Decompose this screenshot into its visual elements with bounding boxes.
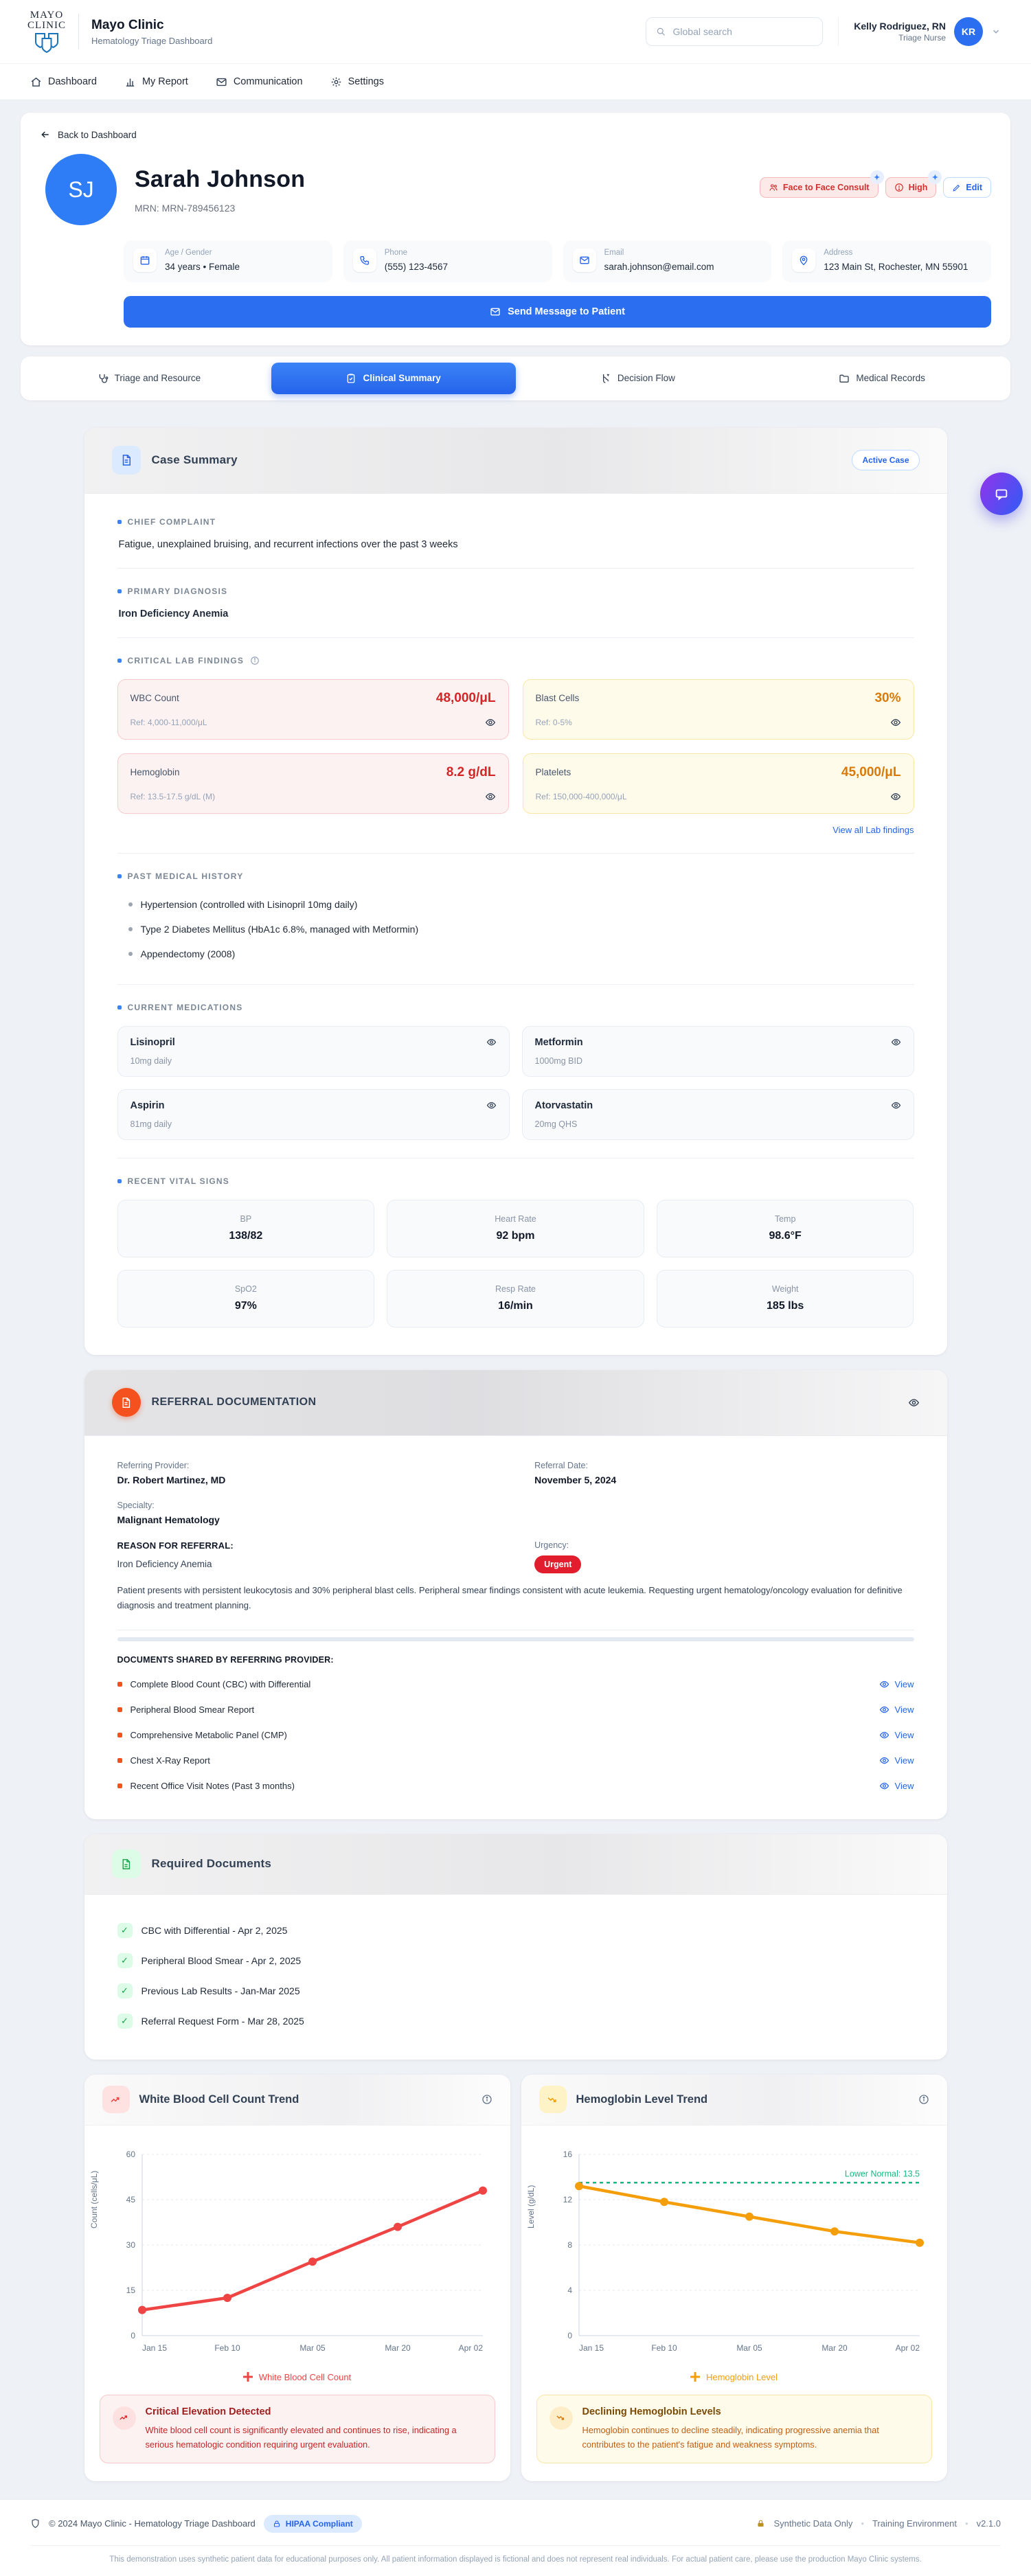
app-title: Mayo Clinic — [91, 17, 164, 32]
chat-fab-button[interactable] — [980, 472, 1023, 515]
svg-text:Jan 15: Jan 15 — [141, 2343, 167, 2353]
nav-item-settings[interactable] — [330, 76, 384, 88]
user-role: Triage Nurse — [898, 33, 946, 43]
pmh-item: Appendectomy (2008) — [117, 942, 914, 966]
referral-document-icon — [112, 1388, 141, 1417]
arrow-left-icon — [40, 129, 51, 140]
pencil-icon — [952, 183, 961, 192]
shared-doc-row: Complete Blood Count (CBC) with Differential View — [117, 1672, 914, 1697]
patient-mrn: MRN: MRN-789456123 — [135, 202, 236, 214]
trend-down-icon — [539, 2086, 567, 2113]
chart-title: White Blood Cell Count Trend — [139, 2093, 299, 2106]
check-icon: ✓ — [117, 1983, 133, 1998]
nav-label: My Report — [141, 76, 188, 87]
info-icon[interactable] — [481, 2094, 492, 2105]
referral-title: REFERRAL DOCUMENTATION — [151, 1396, 317, 1409]
logo-text-line1: MAYO — [30, 10, 64, 21]
svg-text:12: 12 — [563, 2194, 572, 2204]
required-doc-row: ✓ CBC with Differential - Apr 2, 2025 — [117, 1915, 914, 1946]
logo-text-line2: CLINIC — [27, 20, 66, 31]
eye-icon[interactable] — [890, 717, 901, 728]
svg-text:15: 15 — [126, 2285, 135, 2295]
trend-down-icon — [550, 2406, 573, 2430]
nav-label: Communication — [233, 76, 303, 87]
tab-medical-records[interactable]: Medical Records — [760, 363, 1004, 394]
info-icon[interactable] — [918, 2094, 929, 2105]
app-footer: © 2024 Mayo Clinic - Hematology Triage Dashboard HIPAA Compliant Synthetic Data Only • Training Environment • v2.1.0 This demonstration uses synthetic patient data for educational purposes only. All patient information displayed is fictional and does not represent real individuals. For actual patient care, please use the production Mayo Clinic systems. — [0, 2499, 1031, 2576]
patient-tabbar — [21, 356, 1010, 400]
ai-sparkle-icon: ✦ — [928, 170, 942, 184]
contact-card-email: Email sarah.johnson@email.com — [563, 240, 772, 282]
lab-card-blast-cells: Blast Cells 30% Ref: 0-5% — [523, 679, 914, 740]
ai-sparkle-icon: ✦ — [870, 170, 884, 184]
svg-text:0: 0 — [567, 2330, 572, 2340]
tab-clinical-summary[interactable]: Clinical Summary — [271, 363, 516, 394]
vitals-label: RECENT VITAL SIGNS — [117, 1176, 914, 1186]
wbc-alert: Critical Elevation Detected White blood cell count is significantly elevated and continues to rise, indicating a serious hematologic condition requiring urgent evaluation. — [100, 2395, 495, 2463]
primary-diagnosis-text: Iron Deficiency Anemia — [118, 608, 229, 619]
environment-label: Training Environment — [872, 2518, 958, 2529]
svg-text:8: 8 — [567, 2239, 572, 2250]
shield-icon — [30, 2518, 41, 2529]
vital-card-spo2: SpO2 97% — [117, 1270, 375, 1327]
flow-branch-icon — [600, 373, 611, 384]
calendar-icon — [133, 249, 157, 272]
svg-text:Mar 20: Mar 20 — [384, 2343, 411, 2353]
svg-text:60: 60 — [126, 2149, 135, 2159]
check-icon: ✓ — [117, 1923, 133, 1938]
active-case-badge: Active Case — [852, 450, 919, 470]
referring-provider: Referring Provider: Dr. Robert Martinez, MD — [117, 1460, 226, 1485]
vital-card-weight: Weight 185 lbs — [657, 1270, 914, 1327]
contact-card-address: Address 123 Main St, Rochester, MN 55901 — [782, 240, 991, 282]
chief-complaint-label: CHIEF COMPLAINT — [117, 517, 914, 527]
hemoglobin-chart-plot — [521, 2125, 947, 2365]
chief-complaint-text: Fatigue, unexplained bruising, and recurrent infections over the past 3 weeks — [118, 538, 458, 550]
required-doc-row: ✓ Previous Lab Results - Jan-Mar 2025 — [117, 1976, 914, 2006]
search-input[interactable] — [673, 26, 813, 37]
y-axis-label: Count (cells/μL) — [89, 2170, 99, 2229]
referral-specialty: Specialty: Malignant Hematology — [117, 1500, 220, 1525]
pmh-item: Hypertension (controlled with Lisinopril 10mg daily) — [117, 892, 914, 917]
medications-label: CURRENT MEDICATIONS — [117, 1003, 914, 1012]
lab-card-platelets: Platelets 45,000/μL Ref: 150,000-400,000/μL — [523, 753, 914, 814]
user-menu[interactable] — [838, 17, 1001, 46]
lock-icon — [273, 2520, 281, 2528]
clipboard-icon — [345, 373, 356, 384]
global-search[interactable] — [646, 17, 823, 46]
nav-label: Settings — [348, 76, 384, 87]
contact-card-phone: Phone (555) 123-4567 — [343, 240, 552, 282]
primary-diagnosis-label: PRIMARY DIAGNOSIS — [117, 586, 914, 596]
brand-divider — [78, 14, 79, 49]
lab-card-hemoglobin: Hemoglobin 8.2 g/dL Ref: 13.5-17.5 g/dL (M) — [117, 753, 509, 814]
medication-card-atorvastatin: Atorvastatin 20mg QHS — [522, 1089, 914, 1140]
svg-text:45: 45 — [126, 2194, 135, 2204]
view-document-link[interactable]: View — [879, 1705, 914, 1715]
patient-avatar: SJ — [45, 154, 117, 225]
svg-text:Apr 02: Apr 02 — [458, 2343, 483, 2353]
mail-icon — [216, 76, 227, 88]
eye-icon[interactable] — [890, 791, 901, 802]
eye-icon[interactable] — [891, 1100, 901, 1110]
wbc-chart-plot — [84, 2125, 510, 2365]
hipaa-badge: HIPAA Compliant — [264, 2515, 362, 2533]
svg-text:Jan 15: Jan 15 — [578, 2343, 604, 2353]
svg-text:Apr 02: Apr 02 — [895, 2343, 920, 2353]
referral-reason-text: Patient presents with persistent leukocytosis and 30% peripheral blast cells. Peripheral smear findings consistent with acute leukemia. Requesting urgent hematology/oncology evaluation for definitive diagnosis and treatment planning. — [117, 1584, 903, 1610]
medication-card-aspirin: Aspirin 81mg daily — [117, 1089, 510, 1140]
svg-text:Mar 05: Mar 05 — [299, 2343, 326, 2353]
alert-circle-icon — [894, 183, 904, 192]
people-icon — [769, 183, 778, 192]
trend-up-icon — [113, 2406, 136, 2430]
document-icon — [112, 446, 141, 475]
chart-title: Hemoglobin Level Trend — [576, 2093, 708, 2106]
document-check-icon — [112, 1849, 141, 1878]
svg-text:4: 4 — [567, 2285, 572, 2295]
eye-icon[interactable] — [486, 1037, 497, 1047]
phone-icon — [353, 249, 376, 272]
eye-icon[interactable] — [485, 791, 496, 802]
priority-badge[interactable]: High ✦ — [885, 177, 937, 198]
location-pin-icon — [792, 249, 815, 272]
stethoscope-icon — [98, 373, 109, 384]
svg-text:Mar 05: Mar 05 — [736, 2343, 762, 2353]
copyright-text: © 2024 Mayo Clinic - Hematology Triage Dashboard — [49, 2518, 256, 2529]
referral-date: Referral Date: November 5, 2024 — [534, 1460, 617, 1485]
nav-item-my-report[interactable] — [124, 76, 188, 88]
shared-doc-row: Recent Office Visit Notes (Past 3 months) View — [117, 1773, 914, 1799]
required-doc-row: ✓ Peripheral Blood Smear - Apr 2, 2025 — [117, 1946, 914, 1976]
svg-text:16: 16 — [563, 2149, 572, 2159]
shared-doc-row: Peripheral Blood Smear Report View — [117, 1697, 914, 1722]
avatar[interactable]: KR — [954, 17, 983, 46]
wbc-trend-chart-card — [84, 2075, 510, 2481]
medication-card-lisinopril: Lisinopril 10mg daily — [117, 1026, 510, 1077]
pmh-label: PAST MEDICAL HISTORY — [117, 871, 914, 881]
svg-text:Feb 10: Feb 10 — [214, 2343, 240, 2353]
brand — [27, 10, 212, 53]
chart-legend[interactable]: White Blood Cell Count — [84, 2372, 510, 2382]
critical-labs-label: CRITICAL LAB FINDINGS — [117, 656, 914, 665]
svg-text:30: 30 — [126, 2239, 135, 2250]
consult-type-badge[interactable]: Face to Face Consult ✦ — [760, 177, 879, 198]
chevron-down-icon[interactable] — [991, 27, 1001, 36]
send-message-button[interactable]: Send Message to Patient — [124, 296, 991, 328]
chat-bubble-icon — [994, 486, 1009, 501]
shared-docs-label: DOCUMENTS SHARED BY REFERRING PROVIDER: — [117, 1654, 334, 1665]
nav-item-dashboard[interactable] — [30, 76, 97, 88]
svg-text:Lower Normal: 13.5: Lower Normal: 13.5 — [844, 2169, 920, 2178]
hemoglobin-trend-chart-card — [521, 2075, 947, 2481]
tab-decision-flow[interactable]: Decision Flow — [516, 363, 760, 394]
vital-card-temp: Temp 98.6°F — [657, 1200, 914, 1257]
medication-card-metformin: Metformin 1000mg BID — [522, 1026, 914, 1077]
folder-icon — [839, 373, 850, 384]
version-label: v2.1.0 — [976, 2518, 1001, 2529]
pmh-item: Type 2 Diabetes Mellitus (HbA1c 6.8%, managed with Metformin) — [117, 917, 914, 942]
user-name: Kelly Rodriguez, RN — [854, 21, 946, 32]
view-document-link[interactable]: View — [879, 1679, 914, 1689]
mail-icon — [490, 306, 501, 317]
home-icon — [30, 76, 42, 88]
referral-urgency: Urgency: Urgent — [534, 1540, 914, 1573]
check-icon: ✓ — [117, 1953, 133, 1968]
patient-name: Sarah Johnson — [135, 166, 306, 192]
vital-card-bp: BP 138/82 — [117, 1200, 375, 1257]
synthetic-data-label: Synthetic Data Only — [773, 2518, 853, 2529]
trend-up-icon — [102, 2086, 130, 2113]
patient-header-card — [21, 113, 1010, 345]
chart-legend[interactable]: Hemoglobin Level — [521, 2372, 947, 2382]
required-documents-title: Required Documents — [151, 1857, 272, 1871]
reason-for-referral: REASON FOR REFERRAL: Iron Deficiency Anemia — [117, 1540, 234, 1569]
urgent-badge: Urgent — [534, 1555, 581, 1573]
view-document-link[interactable]: View — [879, 1730, 914, 1740]
nav-label: Dashboard — [48, 76, 97, 87]
eye-icon[interactable] — [908, 1397, 920, 1409]
app-header — [0, 0, 1031, 63]
hemoglobin-alert: Declining Hemoglobin Levels Hemoglobin continues to decline steadily, indicating progressive anemia that contributes to the patient's fatigue and weakness symptoms. — [536, 2395, 932, 2463]
contact-card-age-gender: Age / Gender 34 years • Female — [124, 240, 332, 282]
search-icon — [656, 26, 666, 37]
svg-text:Mar 20: Mar 20 — [821, 2343, 848, 2353]
primary-nav — [0, 63, 1031, 100]
shared-doc-row: Chest X-Ray Report View — [117, 1748, 914, 1773]
tab-triage-and-resource[interactable]: Triage and Resource — [27, 363, 271, 394]
bar-chart-icon — [124, 76, 136, 88]
view-document-link[interactable]: View — [879, 1755, 914, 1766]
edit-patient-button[interactable]: Edit — [943, 177, 991, 198]
view-document-link[interactable]: View — [879, 1781, 914, 1791]
case-summary-title: Case Summary — [151, 453, 238, 467]
mail-icon — [573, 249, 596, 272]
lab-card-wbc: WBC Count 48,000/μL Ref: 4,000-11,000/μL — [117, 679, 509, 740]
required-documents-card — [84, 1834, 947, 2060]
svg-text:0: 0 — [130, 2330, 135, 2340]
nav-item-communication[interactable] — [216, 76, 303, 88]
required-doc-row: ✓ Referral Request Form - Mar 28, 2025 — [117, 2006, 914, 2036]
info-icon[interactable] — [250, 656, 260, 665]
check-icon: ✓ — [117, 2014, 133, 2029]
disclaimer-text: This demonstration uses synthetic patient data for educational purposes only. All patient information displayed is fictional and does not represent real individuals. For actual patient care, please use the production Mayo Clinic systems. — [109, 2555, 922, 2564]
mayo-shields-icon — [32, 32, 62, 53]
gear-icon — [330, 76, 342, 88]
vital-card-heart-rate: Heart Rate 92 bpm — [387, 1200, 644, 1257]
vital-card-resp-rate: Resp Rate 16/min — [387, 1270, 644, 1327]
shared-doc-row: Comprehensive Metabolic Panel (CMP) View — [117, 1722, 914, 1748]
case-summary-card — [84, 428, 947, 1355]
back-to-dashboard-link[interactable]: Back to Dashboard — [40, 124, 137, 146]
svg-text:Feb 10: Feb 10 — [650, 2343, 677, 2353]
eye-icon[interactable] — [486, 1100, 497, 1110]
lock-icon — [756, 2519, 765, 2528]
eye-icon[interactable] — [485, 717, 496, 728]
y-axis-label: Level (g/dL) — [525, 2185, 536, 2229]
mayo-clinic-logo — [27, 10, 66, 53]
referral-documentation-card — [84, 1370, 947, 1819]
eye-icon[interactable] — [891, 1037, 901, 1047]
app-subtitle: Hematology Triage Dashboard — [91, 35, 213, 46]
view-all-labs-link[interactable]: View all Lab findings — [832, 824, 914, 835]
